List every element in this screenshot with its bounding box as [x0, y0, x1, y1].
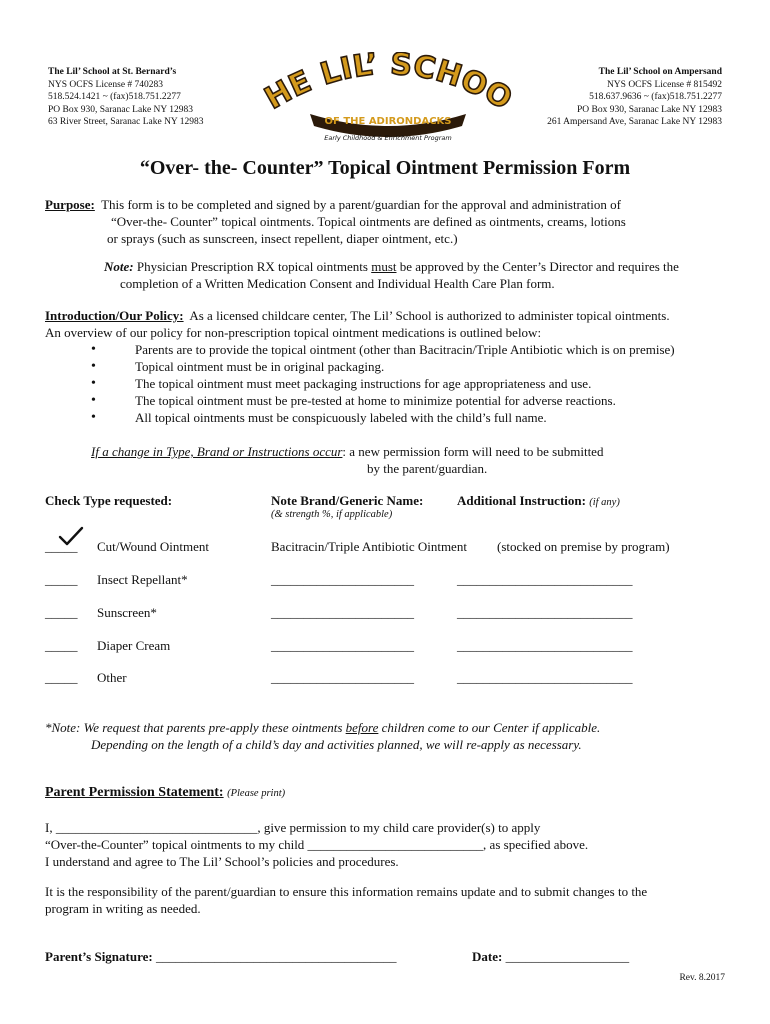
- street-right: 261 Ampersand Ave, Saranac Lake NY 12983: [547, 117, 722, 127]
- signature-label: Parent’s Signature:: [45, 949, 153, 964]
- permission-body: [45, 819, 745, 870]
- permission-sub: (Please print): [227, 788, 286, 799]
- header-right-address: [547, 66, 722, 129]
- col-header-instruction-label: Additional Instruction:: [457, 493, 586, 508]
- policy-bullets: [45, 341, 745, 426]
- permission-line2[interactable]: “Over-the-Counter” topical ointments to my child ___________________________, as specified above.: [45, 837, 589, 852]
- purpose-line1: This form is to be completed and signed by a parent/guardian for the approval and administration of: [101, 197, 621, 212]
- note-text-b: be approved by the Center’s Director and requires the: [399, 259, 679, 274]
- row-check-blank[interactable]: _____: [45, 539, 78, 554]
- date-line[interactable]: ___________________: [505, 949, 630, 964]
- policy-bullet: • The topical ointment must meet packaging instructions for age appropriateness and use.: [45, 375, 745, 392]
- col-header-instruction: [457, 493, 620, 509]
- col-header-brand-sub: (& strength %, if applicable): [271, 509, 393, 520]
- preapply-note-line2: Depending on the length of a child’s day and activities planned, we will re-apply as necessary.: [91, 737, 582, 752]
- row-check-blank[interactable]: _____: [45, 670, 78, 685]
- change-line2: by the parent/guardian.: [367, 461, 488, 476]
- col-header-instruction-sub: (if any): [589, 497, 620, 508]
- preapply-note-b: children come to our Center if applicable.: [381, 720, 601, 735]
- signature-field: [45, 949, 396, 965]
- phone-right: 518.637.9636 ~ (fax)518.751.2277: [589, 92, 722, 102]
- row-brand-blank[interactable]: ______________________: [271, 572, 414, 587]
- pobox-left: PO Box 930, Saranac Lake NY 12983: [48, 104, 194, 115]
- form-title: “Over- the- Counter” Topical Ointment Permission Form: [139, 157, 631, 179]
- note-line2: completion of a Written Medication Consent and Individual Health Care Plan form.: [120, 276, 555, 291]
- policy-section: [45, 307, 745, 426]
- logo-subtitle: OF THE ADIRONDACKS: [324, 116, 452, 127]
- row-type: Sunscreen*: [97, 605, 157, 620]
- policy-label: Introduction/Our Policy:: [45, 308, 184, 323]
- street-left: 63 River Street, Saranac Lake NY 12983: [48, 117, 204, 127]
- permission-heading: [45, 785, 285, 801]
- policy-bullet: • Topical ointment must be in original packaging.: [45, 358, 745, 375]
- row-brand-blank[interactable]: ______________________: [271, 670, 414, 685]
- row-check-blank[interactable]: _____: [45, 605, 78, 620]
- license-right: NYS OCFS License # 815492: [606, 79, 722, 90]
- row-type: Other: [97, 670, 127, 685]
- signature-line[interactable]: _____________________________________: [155, 949, 397, 964]
- permission-label: Parent Permission Statement:: [45, 785, 224, 800]
- row-instruction-blank[interactable]: ___________________________: [457, 572, 633, 587]
- school-logo: [252, 52, 524, 147]
- logo-title: HE LIL’ SCHOO: [259, 52, 519, 118]
- prescription-note: [104, 258, 744, 292]
- row-type: Cut/Wound Ointment: [97, 539, 209, 554]
- note-text-a: Physician Prescription RX topical ointments: [136, 259, 368, 274]
- school-name-right: The Lil’ School on Ampersand: [598, 67, 722, 77]
- change-text: : a new permission form will need to be submitted: [342, 444, 604, 459]
- row-check-blank[interactable]: _____: [45, 638, 78, 653]
- permission-line1[interactable]: I, _______________________________, give permission to my child care provider(s) to apply: [45, 820, 541, 835]
- note-label: Note:: [104, 259, 134, 274]
- preapply-note: [45, 719, 745, 753]
- logo-tagline: Early Childhood & Enrichment Program: [324, 134, 452, 142]
- policy-line2: An overview of our policy for non-prescription topical ointment medications is outlined below:: [45, 325, 542, 340]
- row-brand-blank[interactable]: ______________________: [271, 605, 414, 620]
- row-instruction-blank[interactable]: ___________________________: [457, 670, 633, 685]
- row-type: Diaper Cream: [97, 638, 171, 653]
- permission-line3: I understand and agree to The Lil’ School’s policies and procedures.: [45, 854, 399, 869]
- row-brand-blank[interactable]: ______________________: [271, 638, 414, 653]
- preapply-note-a: *Note: We request that parents pre-apply these ointments: [45, 720, 343, 735]
- responsibility-line2: program in writing as needed.: [45, 901, 201, 916]
- col-header-type: Check Type requested:: [45, 493, 173, 508]
- purpose-line2: “Over-the- Counter” topical ointments. Topical ointments are defined as ointments, creams, lotions: [111, 214, 626, 229]
- date-label: Date:: [472, 949, 503, 964]
- policy-bullet: • The topical ointment must be pre-tested at home to minimize potential for adverse reactions.: [45, 392, 745, 409]
- row-instruction-blank[interactable]: ___________________________: [457, 638, 633, 653]
- pobox-right: PO Box 930, Saranac Lake NY 12983: [576, 104, 722, 115]
- purpose-label: Purpose:: [45, 197, 95, 212]
- note-must: must: [371, 259, 397, 274]
- policy-bullet: • All topical ointments must be conspicuously labeled with the child’s full name.: [45, 409, 745, 426]
- policy-text: As a licensed childcare center, The Lil’ School is authorized to administer topical ointments.: [189, 308, 670, 323]
- purpose-line3: or sprays (such as sunscreen, insect repellent, diaper ointment, etc.): [107, 231, 458, 246]
- col-header-brand: Note Brand/Generic Name:: [271, 493, 424, 508]
- row-instruction: (stocked on premise by program): [497, 539, 670, 554]
- phone-left: 518.524.1421 ~ (fax)518.751.2277: [48, 92, 181, 102]
- date-field: [472, 949, 629, 965]
- row-brand: Bacitracin/Triple Antibiotic Ointment: [271, 539, 467, 554]
- responsibility-text: [45, 883, 745, 917]
- change-notice: [45, 443, 725, 477]
- change-label: If a change in Type, Brand or Instructions occur: [91, 444, 343, 459]
- school-name-left: The Lil’ School at St. Bernard’s: [48, 67, 177, 77]
- purpose-section: [45, 196, 735, 247]
- row-check-blank[interactable]: _____: [45, 572, 78, 587]
- revision-label: Rev. 8.2017: [679, 973, 725, 983]
- license-left: NYS OCFS License # 740283: [48, 79, 164, 90]
- school-logo-graphic: [252, 52, 524, 147]
- row-type: Insect Repellant*: [97, 572, 188, 587]
- responsibility-line1: It is the responsibility of the parent/guardian to ensure this information remains update and to submit changes to the: [45, 884, 648, 899]
- row-instruction-blank[interactable]: ___________________________: [457, 605, 633, 620]
- policy-bullet: • Parents are to provide the topical ointment (other than Bacitracin/Triple Antibiotic which is on premise): [45, 341, 745, 358]
- header-left-address: [48, 66, 204, 129]
- preapply-note-before: before: [345, 720, 379, 735]
